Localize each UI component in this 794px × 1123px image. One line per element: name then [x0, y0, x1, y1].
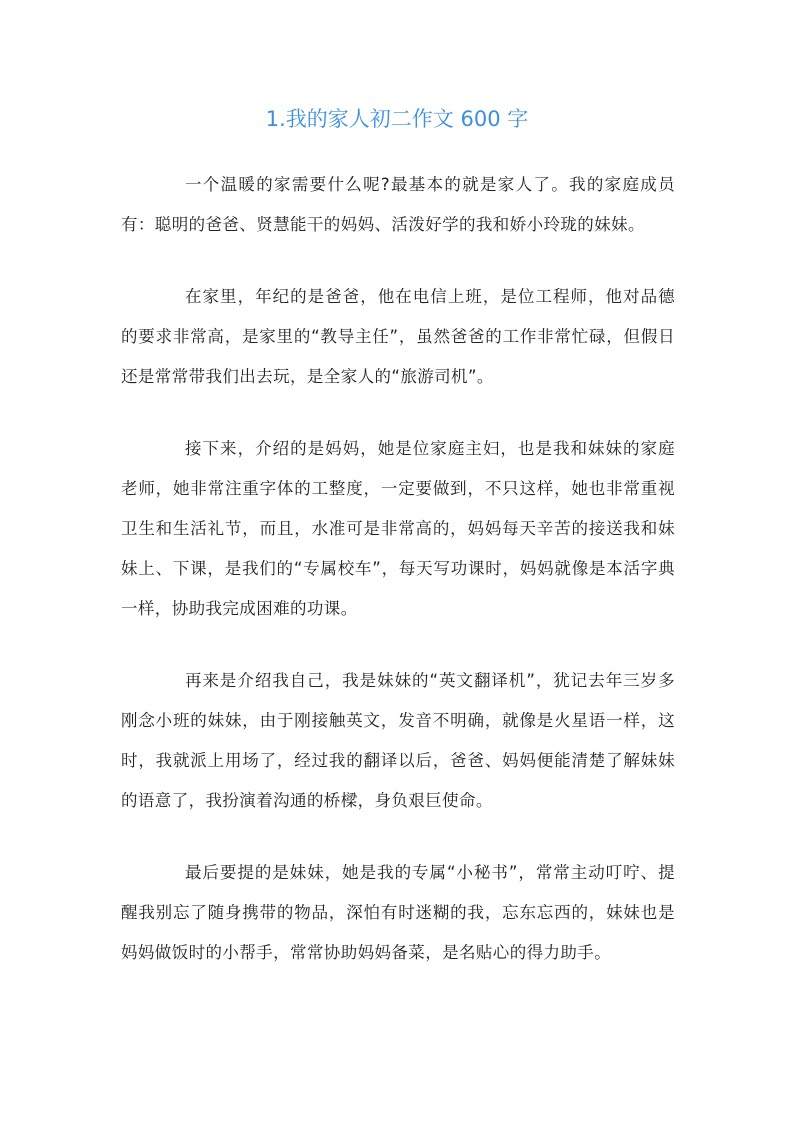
paragraph-5: 最后要提的是妹妹，她是我的专属“小秘书”，常常主动叮咛、提醒我别忘了随身携带的物品，深怕有时迷糊的我，忘东忘西的，妹妹也是妈妈做饭时的小帮手，常常协助妈妈备菜，是名贴心的得力助手。	[121, 863, 675, 962]
paragraph-3: 接下来，介绍的是妈妈，她是位家庭主妇，也是我和妹妹的家庭老师，她非常注重字体的工整度，一定要做到，不只这样，她也非常重视卫生和生活礼节，而且，水准可是非常高的，妈妈每天辛苦的接送我和妹妹上、下课，是我们的“专属校车”，每天写功课时，妈妈就像是本活字典一样，协助我完成困难的功课。	[121, 439, 675, 618]
paragraph-2: 在家里，年纪的是爸爸，他在电信上班，是位工程师，他对品德的要求非常高，是家里的“教导主任”，虽然爸爸的工作非常忙碌，但假日还是常常带我们出去玩，是全家人的“旅游司机”。	[121, 287, 675, 386]
paragraph-1: 一个温暖的家需要什么呢?最基本的就是家人了。我的家庭成员有：聪明的爸爸、贤慧能干的妈妈、活泼好学的我和娇小玲珑的妹妹。	[121, 175, 675, 234]
document-title: 1.我的家人初二作文 600 字	[265, 107, 529, 131]
paragraph-4: 再来是介绍我自己，我是妹妹的“英文翻译机”，犹记去年三岁多刚念小班的妹妹，由于刚接触英文，发音不明确，就像是火星语一样，这时，我就派上用场了，经过我的翻译以后，爸爸、妈妈便能清楚了解妹妹的语意了，我扮演着沟通的桥樑，身负艰巨使命。	[121, 671, 675, 810]
document-body	[121, 165, 675, 1005]
